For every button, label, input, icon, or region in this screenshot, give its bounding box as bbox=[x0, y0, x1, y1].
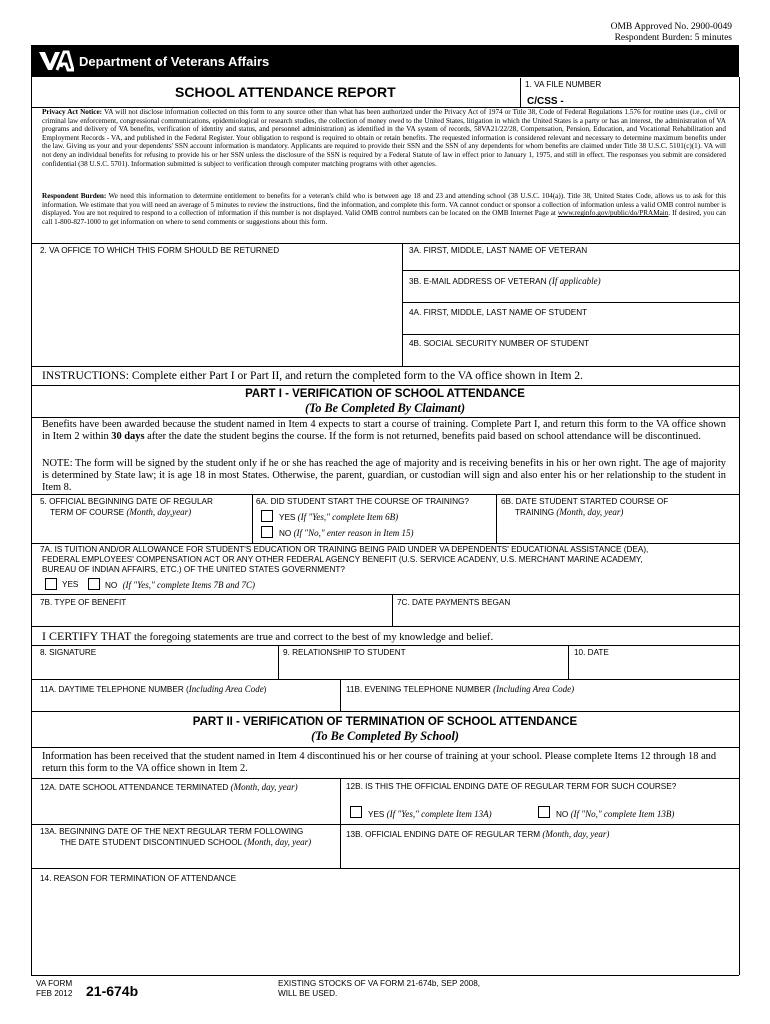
agency-name: Department of Veterans Affairs bbox=[79, 54, 270, 69]
item-6b-label: 6B. DATE STUDENT STARTED COURSE OF TRAINING (Month, day, year) bbox=[501, 497, 669, 517]
item-7a-no-label: NO (If "Yes," complete Items 7B and 7C) bbox=[105, 580, 256, 590]
item-4b-label: 4B. SOCIAL SECURITY NUMBER OF STUDENT bbox=[409, 339, 590, 348]
item-4a-label: 4A. FIRST, MIDDLE, LAST NAME OF STUDENT bbox=[409, 308, 588, 317]
agency-header-bar bbox=[31, 45, 739, 77]
item-6a-label: 6A. DID STUDENT START THE COURSE OF TRAINING? bbox=[256, 497, 469, 506]
part-2-title: PART II - VERIFICATION OF TERMINATION OF SCHOOL ATTENDANCE bbox=[192, 716, 578, 728]
privacy-act-heading: Privacy Act Notice: bbox=[42, 108, 103, 116]
omb-number: OMB Approved No. 2900-0049 bbox=[610, 22, 732, 32]
respondent-burden-time: Respondent Burden: 5 minutes bbox=[614, 32, 732, 43]
part-2-subtitle: (To Be Completed By School) bbox=[311, 729, 459, 743]
va-file-number-value[interactable]: C/CSS - bbox=[527, 96, 564, 107]
footer-form-number: 21-674b bbox=[86, 983, 139, 999]
item-7a-no-checkbox[interactable] bbox=[88, 578, 100, 590]
va-office-field[interactable] bbox=[36, 258, 398, 362]
item-7c-label: 7C. DATE PAYMENTS BEGAN bbox=[397, 598, 511, 607]
item-11a-label: 11A. DAYTIME TELEPHONE NUMBER (Including Area Code) bbox=[40, 684, 267, 694]
form-title: SCHOOL ATTENDANCE REPORT bbox=[175, 84, 396, 100]
item-3b-label: 3B. E-MAIL ADDRESS OF VETERAN (If applicable) bbox=[409, 276, 601, 286]
omb-block bbox=[588, 22, 732, 43]
termination-reason-field[interactable] bbox=[36, 888, 734, 970]
part-1-subtitle: (To Be Completed By Claimant) bbox=[304, 401, 465, 415]
item-6a-no-checkbox[interactable] bbox=[261, 526, 273, 538]
item-12b-no-checkbox[interactable] bbox=[538, 806, 550, 818]
item-6a-no-label: NO (If "No," enter reason in Item 15) bbox=[279, 528, 414, 538]
item-14-label: 14. REASON FOR TERMINATION OF ATTENDANCE bbox=[40, 874, 237, 883]
va-file-number-label: 1. VA FILE NUMBER bbox=[525, 80, 602, 89]
item-9-label: 9. RELATIONSHIP TO STUDENT bbox=[283, 648, 406, 657]
instructions: INSTRUCTIONS: Complete either Part I or Part II, and return the completed form to the VA office shown in Item 2. bbox=[42, 369, 583, 382]
item-10-label: 10. DATE bbox=[574, 648, 609, 657]
item-11b-label: 11B. EVENING TELEPHONE NUMBER (Including Area Code) bbox=[346, 684, 575, 694]
item-7a-yes-checkbox[interactable] bbox=[45, 578, 57, 590]
item-13b-label: 13B. OFFICIAL ENDING DATE OF REGULAR TERM (Month, day, year) bbox=[346, 829, 610, 839]
respondent-burden-heading: Respondent Burden: bbox=[42, 192, 107, 200]
privacy-act-text: VA will not disclose information collected on this form to any source other than what has been authorized under the Privacy Act of 1974 or Title 38, Code of Federal Regulations 1.576 for routine uses (i.e., civil or criminal law enforcement, congressional communications, epidemiological or research studies, the collection of money owed to the United States, litigation in which the United States is a party or has an interest, the administration of VA programs and delivery of VA benefits, verification of identity and status, and personnel administration) as identified in the VA system of records, 58VA21/22/28, Compensation, Pension, Education, and Vocational Rehabilitation and Employment Records - VA, and published in the Federal Register. Your obligation to respond is required to obtain or retain benefits. The requested information is considered relevant and necessary to determine maximum benefits under the law. Giving us your and your dependents' SSN account information is mandatory. Applicants are required to provide their SSN and the SSN of any dependents for whom benefits are claimed under Title 38 U.S.C. 5101(c)(1). VA will not deny an individual benefits for refusing to provide his or her SSN unless the disclosure of the SSN is required by a Federal Statute of law in effect prior to January 1, 1975, and still in effect. The responses you submit are considered confidential (38 U.S.C. 5701). Information submitted is subject to verification through computer matching programs with other agencies. bbox=[42, 108, 726, 168]
item-6a-yes-label: YES (If "Yes," complete Item 6B) bbox=[279, 512, 399, 522]
item-12a-label: 12A. DATE SCHOOL ATTENDANCE TERMINATED (Month, day, year) bbox=[40, 782, 298, 792]
omb-link[interactable]: www.reginfo.gov/public/do/PRAMain bbox=[557, 209, 669, 218]
part-2-paragraph: Information has been received that the student named in Item 4 discontinued his or her course of training at your school. Please complete Items 12 through 18 and return this form to the VA office shown in Item 2. bbox=[42, 751, 717, 775]
item-12b-yes-label: YES (If "Yes," complete Item 13A) bbox=[368, 809, 492, 819]
item-5-label: 5. OFFICIAL BEGINNING DATE OF REGULAR TERM OF COURSE (Month, day,year) bbox=[40, 497, 213, 517]
item-3a-label: 3A. FIRST, MIDDLE, LAST NAME OF VETERAN bbox=[409, 246, 588, 255]
part-1-title: PART I - VERIFICATION OF SCHOOL ATTENDANCE bbox=[245, 388, 525, 400]
privacy-act-notice bbox=[42, 108, 726, 168]
part-1-paragraph-1: Benefits have been awarded because the student named in Item 4 expects to start a course of training. Complete Part I, and return this form to the VA office shown in Item 2 within 30 days after the date the student begins the course. If the form is not returned, benefits paid based on school attendance will be discontinued. bbox=[42, 419, 726, 443]
item-12b-yes-checkbox[interactable] bbox=[350, 806, 362, 818]
va-logo-icon bbox=[38, 50, 74, 72]
item-7b-label: 7B. TYPE OF BENEFIT bbox=[40, 598, 127, 607]
respondent-burden-notice bbox=[42, 192, 726, 226]
footer-existing-stocks: EXISTING STOCKS OF VA FORM 21-674b, SEP 2008, WILL BE USED. bbox=[278, 979, 481, 998]
part-1-paragraph-2: NOTE: The form will be signed by the student only if he or she has reached the age of majority and is receiving benefits in his or her own right. The age of majority is determined by State law; it is age 18 in most States. Otherwise, the parent, guardian, or custodian will sign and also enter his or her relationship to the student in Item 8. bbox=[42, 458, 726, 494]
respondent-burden-text-after: . If desired, you can call 1-800-827-1000 to get information on where to send comments or suggestions about this form. bbox=[42, 209, 726, 226]
item-7a-yes-label: YES bbox=[62, 580, 79, 589]
item-7a-label: 7A. IS TUITION AND/OR ALLOWANCE FOR STUDENT'S EDUCATION OR TRAINING BEING PAID UNDER VA DEPENDENTS' EDUCATIONAL ASSISTANCE (DEA), FEDERAL EMPLOYEES' COMPENSATION ACT OR ANY OTHER FEDERAL AGENCY BENEFIT (U.S. SERVICE ACADENY, U.S. MERCHANT MARINE ACADEMY, BUREAU OF INDIAN AFFAIRS, ETC.) OF THE UNITED STATES GOVERNMENT? bbox=[40, 545, 649, 574]
item-2-label: 2. VA OFFICE TO WHICH THIS FORM SHOULD BE RETURNED bbox=[40, 246, 280, 255]
certification-statement: I CERTIFY THAT the foregoing statements are true and correct to the best of my knowledge and belief. bbox=[42, 629, 494, 643]
footer-form-label: VA FORM FEB 2012 bbox=[36, 979, 73, 998]
item-8-label: 8. SIGNATURE bbox=[40, 648, 97, 657]
item-6a-yes-checkbox[interactable] bbox=[261, 510, 273, 522]
item-12b-label: 12B. IS THIS THE OFFICIAL ENDING DATE OF REGULAR TERM FOR SUCH COURSE? bbox=[346, 782, 677, 791]
item-12b-no-label: NO (If "No," complete Item 13B) bbox=[556, 809, 675, 819]
respondent-burden-text: We need this information to determine entitlement to benefits for a veteran's child who is between age 18 and 23 and attending school (38 U.S.C. 104(a)). Title 38, United States Code, allows us to ask for this information. We estimate that you will need an average of 5 minutes to review the instructions, find the information, and complete this form. VA cannot conduct or sponsor a collection of information unless a valid OMB control number is displayed. You are not required to respond to a collection of information if this number is not displayed. Valid OMB control numbers can be located on the OMB Internet Page at bbox=[42, 192, 726, 218]
item-13a-label: 13A. BEGINNING DATE OF THE NEXT REGULAR TERM FOLLOWING THE DATE STUDENT DISCONTINUED SCHOOL (Month, day, year) bbox=[40, 827, 312, 847]
